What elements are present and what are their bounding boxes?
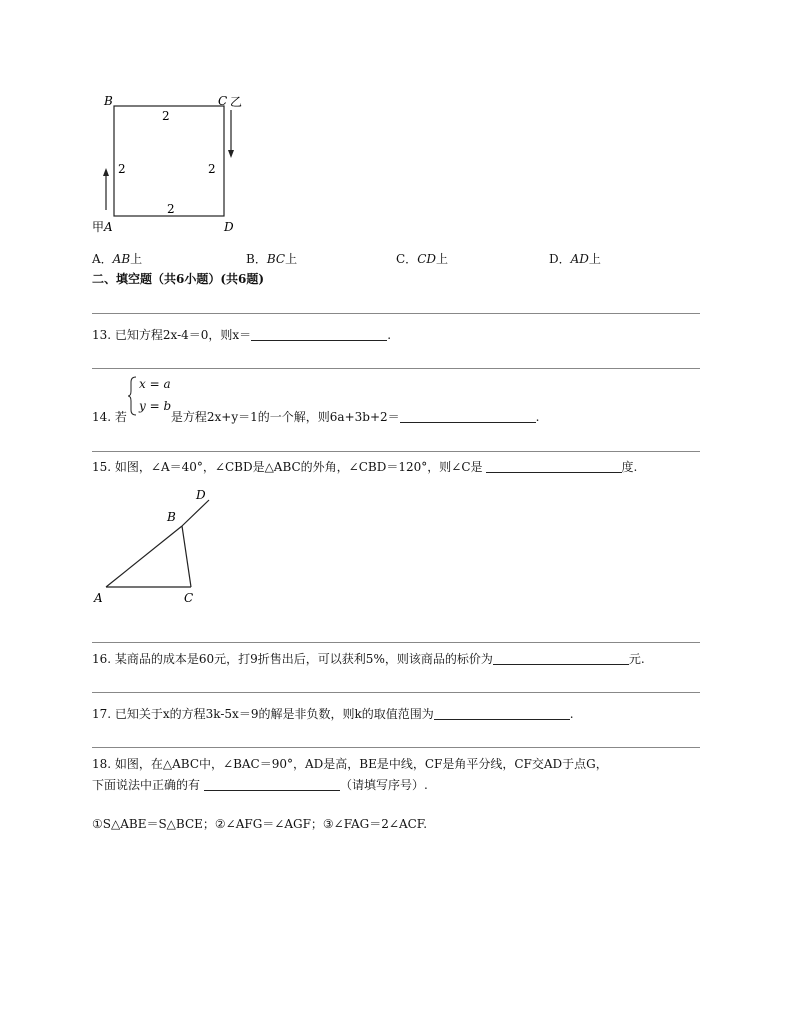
side-bottom-label: 2 — [167, 202, 175, 216]
question-18-statements: ①S△ABE＝S△BCE；②∠AFG＝∠AGF；③∠FAG＝2∠ACF. — [92, 817, 428, 831]
option-d[interactable]: D．AD上 — [549, 252, 601, 266]
side-right-label: 2 — [208, 162, 216, 176]
divider — [92, 642, 700, 643]
divider — [92, 368, 700, 369]
vertex-a: A — [104, 220, 113, 234]
question-14: 14. 若 是方程2x+y＝1的一个解，则6a+3b+2＝ . — [92, 410, 540, 424]
vertex-a: A — [94, 591, 103, 605]
vertex-b: B — [104, 94, 113, 108]
label-yi: 乙 — [230, 95, 243, 109]
side-top-label: 2 — [162, 109, 170, 123]
side-ab — [106, 526, 182, 587]
side-left-label: 2 — [118, 162, 126, 176]
divider — [92, 747, 700, 748]
equation-1: x = a — [139, 377, 171, 391]
option-c[interactable]: C．CD上 — [396, 252, 449, 266]
question-13: 13. 已知方程2x-4＝0，则x＝ . — [92, 328, 392, 342]
answer-blank-17[interactable] — [434, 707, 570, 720]
side-bc — [182, 526, 191, 587]
triangle-figure — [90, 486, 220, 606]
equation-2: y = b — [139, 399, 172, 413]
vertex-d: D — [196, 488, 206, 502]
question-18-line-1: 18. 如图，在△ABC中，∠BAC＝90°，AD是高，BE是中线，CF是角平分线，CF交AD于点G， — [92, 757, 608, 771]
question-16: 16. 某商品的成本是60元，打9折售出后，可以获利5%，则该商品的标价为 元. — [92, 652, 645, 666]
extension-bd — [182, 500, 209, 526]
option-b[interactable]: B．BC上 — [246, 252, 298, 266]
divider — [92, 692, 700, 693]
question-15: 15. 如图，∠A＝40°，∠CBD是△ABC的外角，∠CBD＝120°，则∠C是 度. — [92, 460, 638, 474]
vertex-b: B — [167, 510, 176, 524]
answer-blank-13[interactable] — [251, 328, 387, 341]
section-title: 二、填空题（共6小题）(共6题) — [92, 272, 265, 286]
arrow-up-icon — [103, 168, 109, 210]
answer-blank-15[interactable] — [486, 460, 622, 473]
question-17: 17. 已知关于x的方程3k-5x＝9的解是非负数，则k的取值范围为 . — [92, 707, 574, 721]
vertex-d: D — [224, 220, 234, 234]
divider — [92, 313, 700, 314]
vertex-c: C — [218, 94, 228, 108]
label-jia: 甲 — [92, 220, 105, 234]
answer-blank-16[interactable] — [493, 652, 629, 665]
divider — [92, 451, 700, 452]
option-a[interactable]: A．AB上 — [92, 252, 143, 266]
square-figure — [90, 92, 250, 242]
question-18-line-2: 下面说法中正确的有 （请填写序号）. — [92, 778, 428, 792]
vertex-c: C — [184, 591, 194, 605]
answer-blank-14[interactable] — [400, 410, 536, 423]
arrow-down-icon — [228, 110, 234, 158]
answer-blank-18[interactable] — [204, 778, 340, 791]
